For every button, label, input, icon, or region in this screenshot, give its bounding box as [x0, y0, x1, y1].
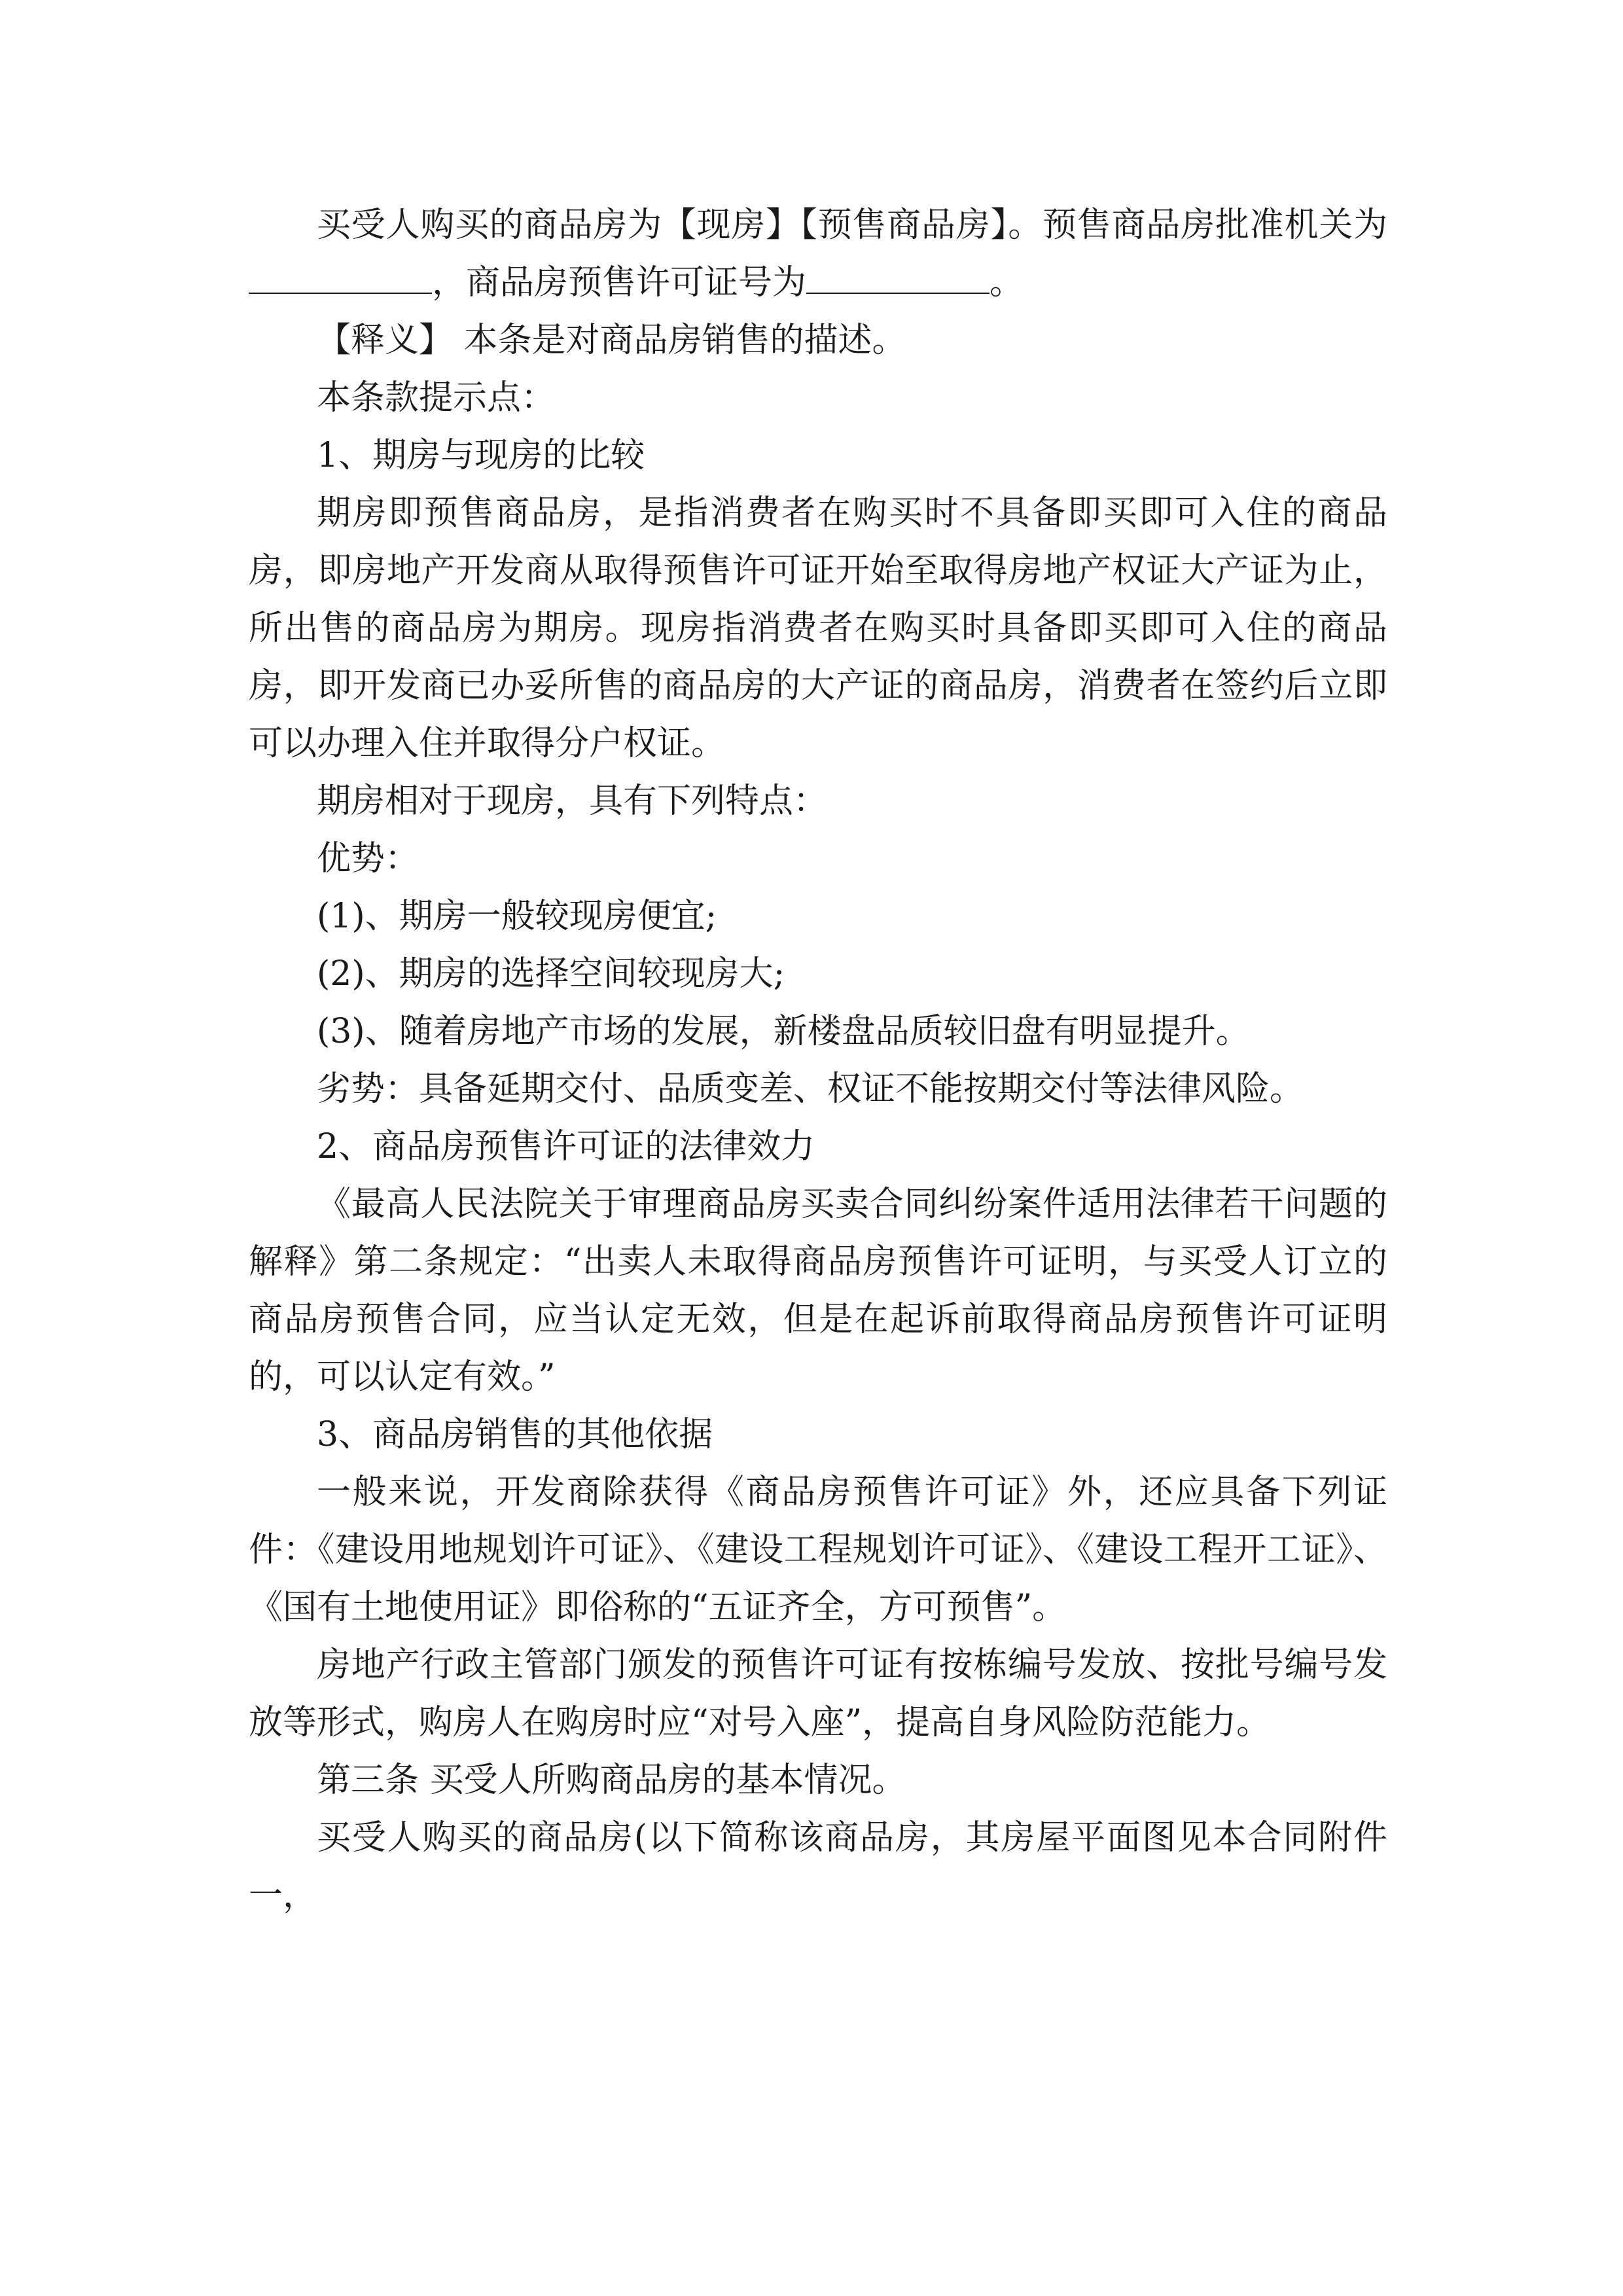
paragraph-court-interpretation: 《最高人民法院关于审理商品房买卖合同纠纷案件适用法律若干问题的解释》第二条规定：“出卖人未取得商品房预售许可证明，与买受人订立的商品房预售合同，应当认定无效，但是在起诉前取得商品房预售许可证明的，可以认定有效。” — [249, 1185, 1387, 1397]
paragraph-explanation: 【释义】 本条是对商品房销售的描述。 — [317, 321, 906, 360]
blank-approval-authority — [249, 255, 432, 294]
paragraph-property-details: 买受人购买的商品房(以下简称该商品房，其房屋平面图见本合同附件一， — [249, 1818, 1387, 1915]
document-page — [249, 196, 1387, 1924]
heading-legal-effect: 2、商品房预售许可证的法律效力 — [317, 1127, 815, 1166]
heading-comparison: 1、期房与现房的比较 — [317, 436, 645, 475]
text-property-type: 买受人购买的商品房为【现房】【预售商品房】。预售商品房批准机关为 — [317, 206, 1387, 245]
paragraph-property-type — [249, 196, 1387, 312]
text-period: 。 — [990, 263, 1024, 302]
heading-other-basis: 3、商品房销售的其他依据 — [317, 1415, 713, 1454]
blank-permit-number — [806, 255, 990, 294]
list-item-advantage-3: (3)、随着房地产市场的发展，新楼盘品质较旧盘有明显提升。 — [317, 1012, 1250, 1051]
paragraph-disadvantages: 劣势：具备延期交付、品质变差、权证不能按期交付等法律风险。 — [317, 1069, 1304, 1109]
list-item-advantage-2: (2)、期房的选择空间较现房大; — [317, 954, 785, 994]
paragraph-five-certificates: 一般来说，开发商除获得《商品房预售许可证》外，还应具备下列证件：《建设用地规划许可证》、《建设工程规划许可证》、《建设工程开工证》、《国有土地使用证》即俗称的“五证齐全，方可预售”。 — [249, 1473, 1387, 1627]
paragraph-permit-issuance: 房地产行政主管部门颁发的预售许可证有按栋编号发放、按批号编号发放等形式，购房人在购房时应“对号入座”，提高自身风险防范能力。 — [249, 1645, 1387, 1742]
list-item-advantage-1: (1)、期房一般较现房便宜; — [317, 897, 717, 936]
paragraph-advantages-label: 优势： — [317, 839, 419, 878]
text-permit-number-label: ，商品房预售许可证号为 — [432, 263, 807, 302]
paragraph-tips-heading: 本条款提示点： — [317, 378, 556, 418]
paragraph-features-intro: 期房相对于现房，具有下列特点： — [317, 781, 828, 821]
heading-article-three: 第三条 买受人所购商品房的基本情况。 — [317, 1761, 906, 1800]
paragraph-definition: 期房即预售商品房，是指消费者在购买时不具备即买即可入住的商品房，即房地产开发商从取得预售许可证开始至取得房地产权证大产证为止，所出售的商品房为期房。现房指消费者在购买时具备即买即可入住的商品房，即开发商已办妥所售的商品房的大产证的商品房，消费者在签约后立即可以办理入住并取得分户权证。 — [249, 493, 1387, 763]
